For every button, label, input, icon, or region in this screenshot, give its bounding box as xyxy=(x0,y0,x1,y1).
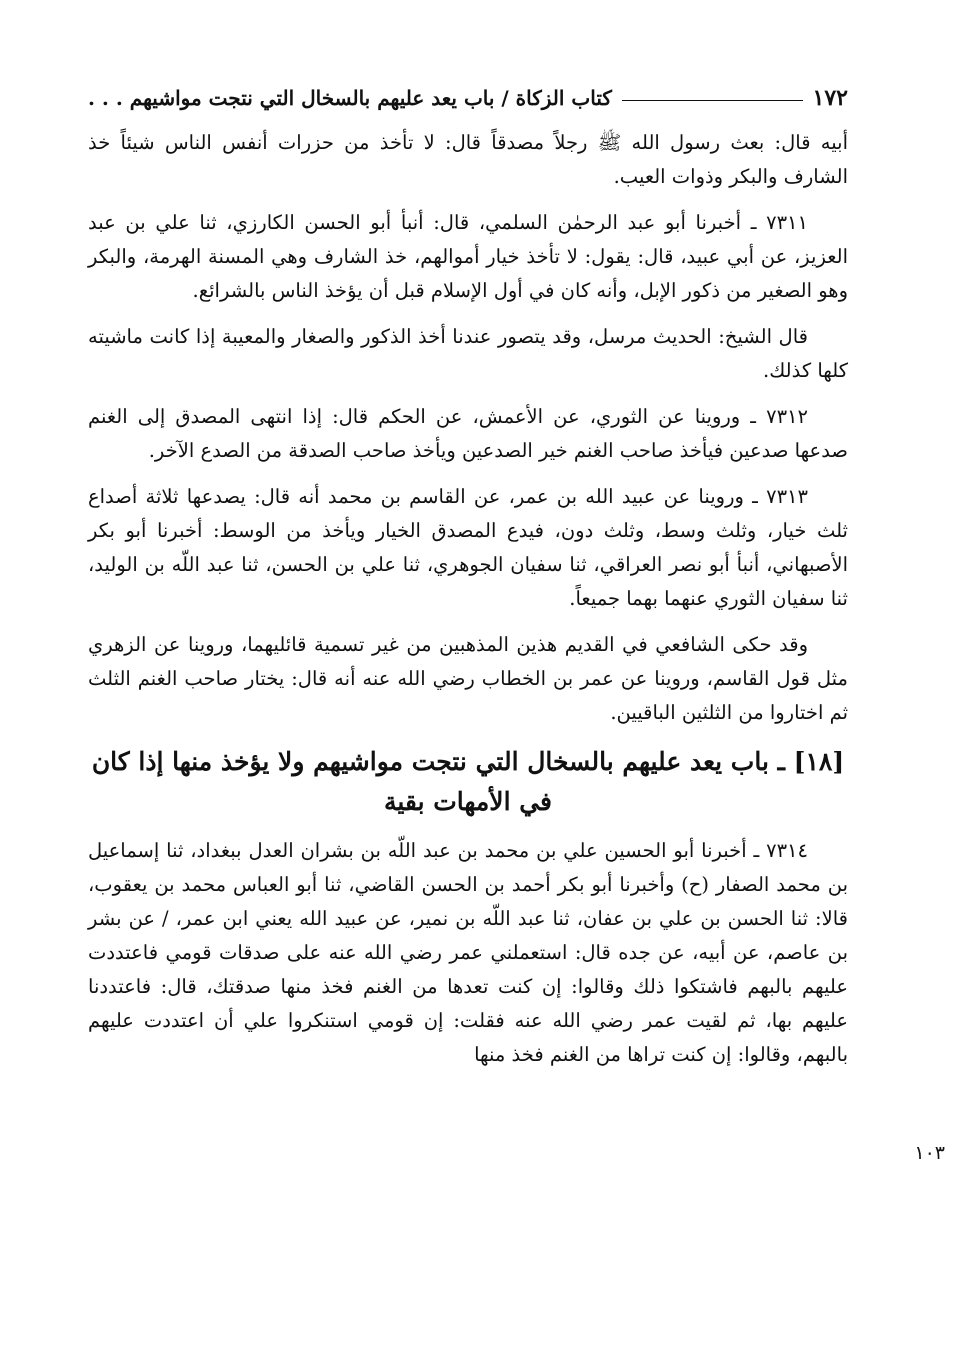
page-number: ١٧٢ xyxy=(812,85,848,111)
hadith-7313: ٧٣١٣ ـ وروينا عن عبيد الله بن عمر، عن القاسم بن محمد أنه قال: يصدعها ثلاثة أصداع ثلث خيار، وثلث وسط، وثلث دون، فيدع المصدق الخيار ويأخذ من الوسط: أخبرنا أبو بكر الأصبهاني، أنبأ أبو نصر العراقي، ثنا سفيان الجوهري، ثنا علي بن الحسن، ثنا عبد اللّه بن الوليد، ثنا سفيان الثوري عنهما بهما جميعاً. xyxy=(88,485,848,610)
hadith-7314: ٧٣١٤ ـ أخبرنا أبو الحسين علي بن محمد بن عبد اللّه بن بشران العدل ببغداد، ثنا إسماعيل بن محمد الصفار (ح) وأخبرنا أبو بكر أحمد بن الحسن القاضي، ثنا أبو العباس محمد بن يعقوب، قالا: ثنا الحسن بن علي بن عفان، ثنا عبد اللّه بن نمير، عن عبيد الله يعني ابن عمر، / عن بشر بن عاصم، عن أبيه، عن جده قال: استعملني عمر رضي الله عنه على صدقات قومي فاعتددت عليهم بالبهم فاشتكوا ذلك وقالوا: إن كنت تعدها من الغنم فخذ منها صدقتك، قال: فاعتددنا عليهم بها، ثم لقيت عمر رضي الله عنه فقلت: إن قومي استنكروا علي أن اعتددت عليهم بالبهم، وقالوا: إن كنت تراها من الغنم فخذ منها xyxy=(88,839,848,1066)
page-header xyxy=(88,78,848,118)
sheikh-comment: قال الشيخ: الحديث مرسل، وقد يتصور عندنا أخذ الذكور والصغار والمعيبة إذا كانت ماشيته كلها كذلك. xyxy=(88,325,848,382)
running-title: كتاب الزكاة / باب يعد عليهم بالسخال التي نتجت مواشيهم . . . xyxy=(88,86,612,110)
margin-folio-number: ١٠٣ xyxy=(914,1142,945,1164)
paragraph-continuation: أبيه قال: بعث رسول الله ﷺ رجلاً مصدقاً قال: لا تأخذ من حزرات أنفس الناس شيئاً خذ الشارف والبكر وذوات العيب. xyxy=(88,131,848,188)
chapter-heading: [١٨] ـ باب يعد عليهم بالسخال التي نتجت مواشيهم ولا يؤخذ منها إذا كان في الأمهات بقية xyxy=(91,747,845,816)
header-rule xyxy=(622,100,803,101)
hadith-7312: ٧٣١٢ ـ وروينا عن الثوري، عن الأعمش، عن الحكم قال: إذا انتهى المصدق إلى الغنم صدعها صدعين فيأخذ صاحب الغنم خير الصدعين ويأخذ صاحب الصدقة من الصدع الآخر. xyxy=(88,405,848,462)
shafii-comment: وقد حكى الشافعي في القديم هذين المذهبين من غير تسمية قائليهما، وروينا عن الزهري مثل قول القاسم، وروينا عن عمر بن الخطاب رضي الله عنه أنه قال: يختار صاحب الغنم الثلث ثم اختاروا من الثلثين الباقيين. xyxy=(88,633,848,724)
page-body xyxy=(88,126,848,1084)
hadith-7311: ٧٣١١ ـ أخبرنا أبو عبد الرحمٰن السلمي، قال: أنبأ أبو الحسن الكارزي، ثنا علي بن عبد العزيز، عن أبي عبيد، قال: يقول: لا تأخذ خيار أموالهم، خذ الشارف وهي المسنة الهرمة، والبكر وهو الصغير من ذكور الإبل، وأنه كان في أول الإسلام قبل أن يؤخذ الناس بالشرائع. xyxy=(88,211,848,302)
